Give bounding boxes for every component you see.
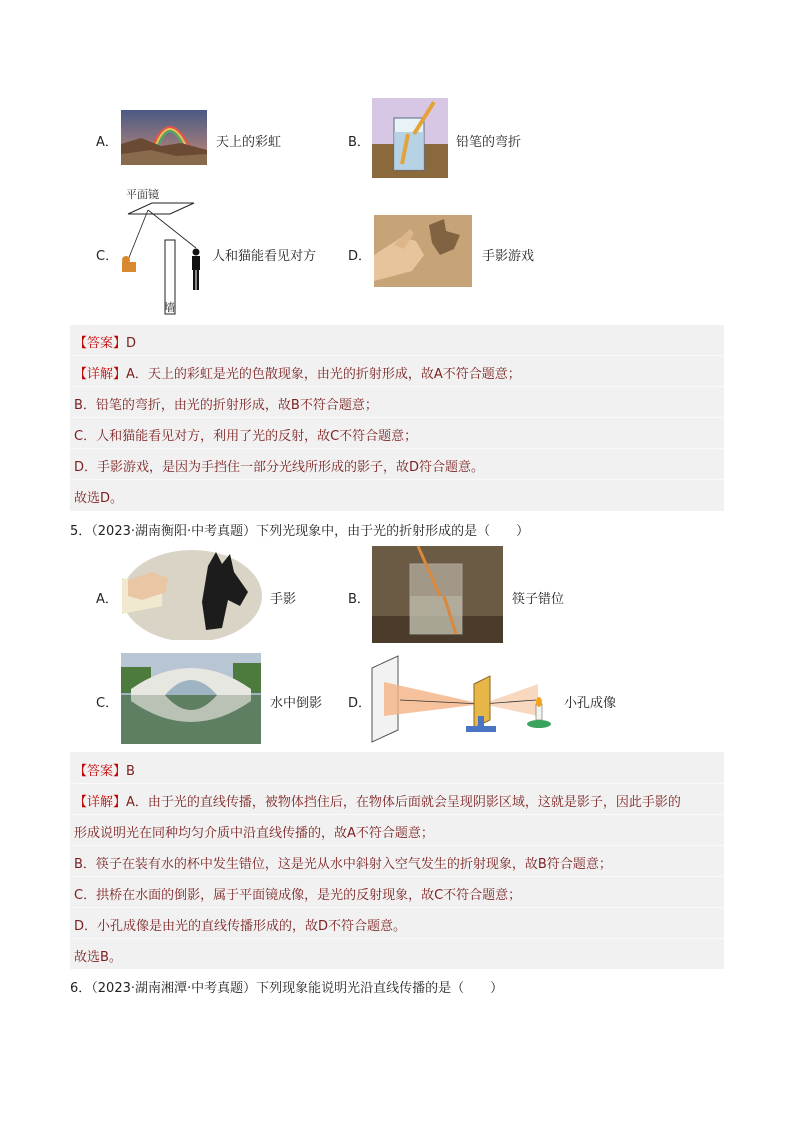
q4-analysis-line xyxy=(74,363,521,382)
q4-option-a-text: 天上的彩虹 xyxy=(216,135,282,150)
q4-answer-box xyxy=(70,325,724,511)
q5-analysis-line xyxy=(74,791,681,810)
q4-conclusion: 故选D。 xyxy=(74,491,124,506)
q5-option-b-label: B． xyxy=(348,592,370,607)
q5-analysis-line: 形成说明光在同种均匀介质中沿直线传播的，故A不符合题意； xyxy=(74,826,434,841)
wall-label: 墙 xyxy=(164,301,175,314)
q5-analysis-line: C．拱桥在水面的倒影，属于平面镜成像，是光的反射现象，故C不符合题意； xyxy=(74,888,522,903)
q5-option-c-text: 水中倒影 xyxy=(270,696,323,711)
q5-analysis-line: D．小孔成像是由光的直线传播形成的，故D不符合题意。 xyxy=(74,919,407,934)
q5-option-c-label: C． xyxy=(96,696,119,711)
analysis-tag: 【详解】 xyxy=(74,795,127,810)
q4-option-d-text: 手影游戏 xyxy=(482,249,535,264)
q5-stem: 5．（2023·湖南衡阳·中考真题）下列光现象中，由于光的折射形成的是（ ） xyxy=(70,524,530,539)
q5-answer-box xyxy=(70,752,724,969)
q5-option-d-label: D． xyxy=(348,696,372,711)
q4-option-c-label: C． xyxy=(96,249,119,264)
pencil-in-glass-image xyxy=(372,98,448,178)
q5-option-a-label: A． xyxy=(96,592,118,607)
answer-tag: 【答案】 xyxy=(74,336,127,351)
analysis-tag: 【详解】 xyxy=(74,367,127,382)
answer-value: D xyxy=(126,336,137,351)
q4-option-d-label: D． xyxy=(348,249,372,264)
q5-answer xyxy=(74,760,135,779)
q4-analysis-line: C．人和猫能看见对方，利用了光的反射，故C不符合题意； xyxy=(74,429,418,444)
q5-conclusion: 故选B。 xyxy=(74,950,122,965)
mirror-cat-person-diagram xyxy=(118,186,210,316)
mirror-label: 平面镜 xyxy=(126,188,159,201)
q6-stem: 6．（2023·湖南湘潭·中考真题）下列现象能说明光沿直线传播的是（ ） xyxy=(70,981,504,996)
hand-shadow-dog-image xyxy=(122,548,262,640)
q4-analysis-line: B．铅笔的弯折，由光的折射形成，故B不符合题意； xyxy=(74,398,378,413)
q5-option-a-text: 手影 xyxy=(270,592,297,607)
q5-option-d-text: 小孔成像 xyxy=(564,696,617,711)
q4-option-c-text: 人和猫能看见对方 xyxy=(212,249,317,264)
analysis-text: A．天上的彩虹是光的色散现象，由光的折射形成，故A不符合题意； xyxy=(126,367,521,382)
q5-analysis-line: B．筷子在装有水的杯中发生错位，这是光从水中斜射入空气发生的折射现象，故B符合题意； xyxy=(74,857,612,872)
analysis-text: A．由于光的直线传播，被物体挡住后，在物体后面就会呈现阴影区域，这就是影子，因此手影的 xyxy=(126,795,681,810)
rainbow-image xyxy=(121,110,207,165)
q5-option-b-text: 筷子错位 xyxy=(512,592,565,607)
arch-bridge-reflection-image xyxy=(121,653,261,744)
q4-analysis-line: D．手影游戏，是因为手挡住一部分光线所形成的影子，故D符合题意。 xyxy=(74,460,485,475)
pinhole-imaging-diagram xyxy=(370,654,556,744)
q4-option-a-label: A． xyxy=(96,135,118,150)
answer-value: B xyxy=(126,764,135,779)
q4-answer xyxy=(74,332,136,351)
q4-option-b-text: 铅笔的弯折 xyxy=(456,135,522,150)
answer-tag: 【答案】 xyxy=(74,764,127,779)
hand-shadow-image xyxy=(374,215,472,287)
chopstick-in-glass-image xyxy=(372,546,503,643)
q4-option-b-label: B． xyxy=(348,135,370,150)
